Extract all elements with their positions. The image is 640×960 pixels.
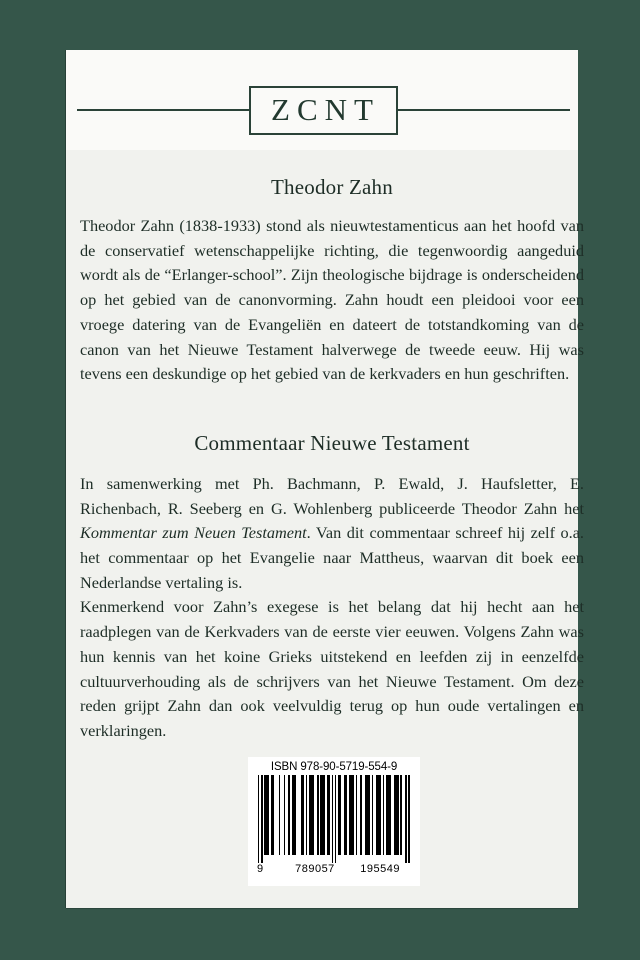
- barcode-digits: [256, 863, 412, 875]
- cover-panel: [66, 50, 585, 908]
- isbn-barcode: [248, 757, 420, 886]
- author-heading: Theodor Zahn: [271, 175, 393, 199]
- barcode-digit-lead: 9: [257, 863, 264, 875]
- barcode-bars: [258, 775, 410, 863]
- series-paragraph-1: [80, 472, 584, 596]
- cover-content: [80, 155, 584, 744]
- logo-row: [66, 82, 578, 138]
- series-paragraph-1-lead: In samenwerking met Ph. Bachmann, P. Ewald, J. Haufsletter, E. Richenbach, R. Seeberg en G. Wohlenberg publiceerde Theodor Zahn het: [80, 473, 584, 518]
- series-paragraph-2: Kenmerkend voor Zahn’s exegese is het belang dat hij hecht aan het raadplegen van de Kerkvaders van de eerste vier eeuwen. Volgens Zahn was hun kennis van het koine Grieks uitstekend en leefden zij in eenzelfde cultuurverhouding als de schrijvers van het Nieuwe Testament. Om deze reden grijpt Zahn dan ook veelvuldig terug op hun oude vertalingen en verklaringen.: [80, 597, 584, 740]
- commentary-title-italic: Kommentar zum Neuen Testament: [80, 523, 307, 543]
- barcode-digit-group-left: 789057: [295, 863, 335, 875]
- author-biography: Theodor Zahn (1838-1933) stond als nieuwtestamenticus aan het hoofd van de conservatief wetenschappelijke richting, die tegenwoordig aangeduid wordt als de “Erlanger-school”. Zijn theologische bijdrage is onderscheidend op het gebied van de canonvorming. Zahn houdt een pleidooi voor een vroege datering van de Evangeliën en dateert de totstandkoming van de canon van het Nieuwe Testament halverwege de tweede eeuw. Hij was tevens een deskundige op het gebied van de kerkvaders en hun geschriften.: [80, 216, 584, 384]
- isbn-label: ISBN 978-90-5719-554-9: [270, 761, 398, 773]
- series-logo-text: ZCNT: [271, 91, 380, 127]
- header-band: [66, 50, 578, 150]
- series-paragraph-1-tail: . Van dit commentaar schreef hij zelf o.a. het commentaar op het Evangelie naar Mattheus, waarvan dit boek een Nederlandse vertaling is.: [80, 523, 585, 592]
- rule-right: [398, 109, 570, 111]
- series-heading: Commentaar Nieuwe Testament: [194, 430, 470, 455]
- rule-left: [77, 109, 249, 111]
- barcode-digit-group-right: 195549: [360, 863, 400, 875]
- series-logo-box: [249, 86, 398, 135]
